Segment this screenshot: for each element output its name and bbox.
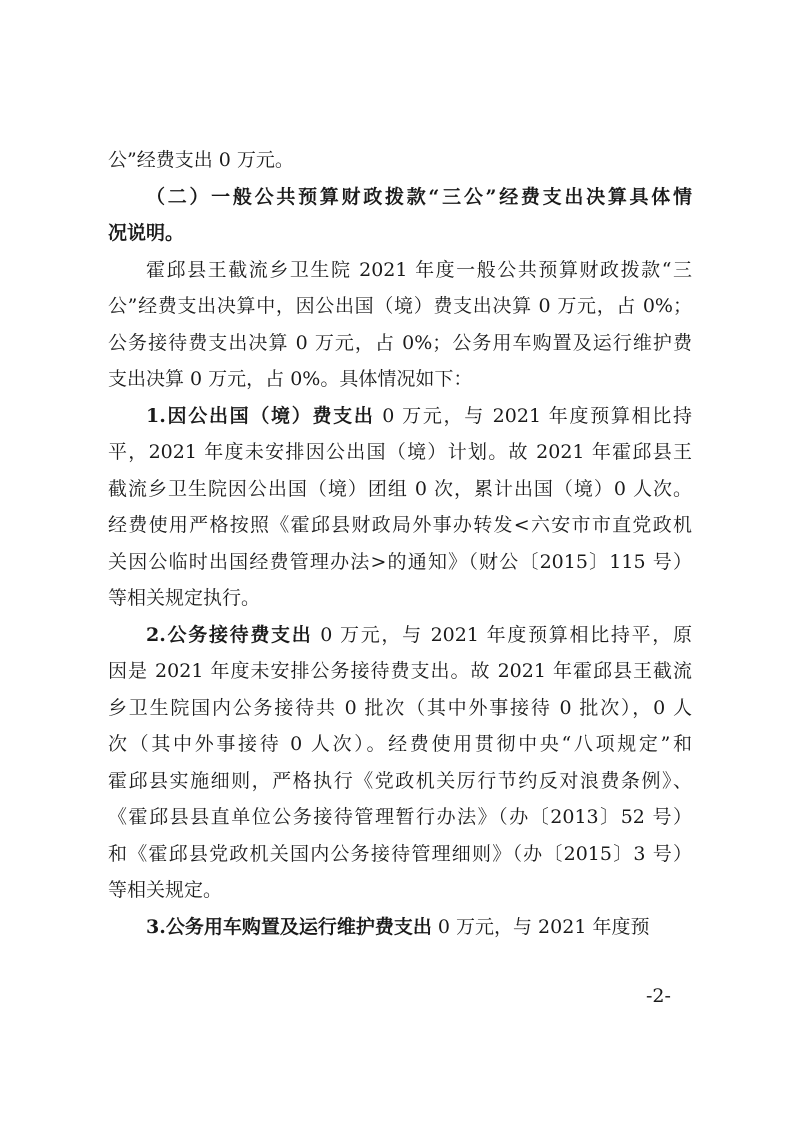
paragraph-line: 《霍邱县县直单位公务接待管理暂行办法》（办〔2013〕52 号） bbox=[108, 806, 692, 828]
paragraph-line: 霍邱县王截流乡卫生院 2021 年度一般公共预算财政拨款“三 bbox=[146, 258, 692, 281]
paragraph-line: 乡卫生院国内公务接待共 0 批次（其中外事接待 0 批次），0 人 bbox=[108, 696, 692, 719]
item-1-first-line bbox=[108, 398, 692, 435]
paragraph-line: 关因公临时出国经费管理办法>的通知》（财公〔2015〕115 号） bbox=[108, 550, 692, 573]
paragraph-line: 平，2021 年度未安排因公出国（境）计划。故 2021 年霍邱县王 bbox=[108, 441, 692, 463]
paragraph-line: 支出决算 0 万元，占 0%。具体情况如下： bbox=[108, 368, 473, 390]
item-3-first-line bbox=[108, 909, 692, 946]
document-body bbox=[108, 142, 692, 945]
item-2-label: 2.公务接待费支出 bbox=[146, 623, 313, 646]
paragraph-line: 霍邱县实施细则，严格执行《党政机关厉行节约反对浪费条例》、 bbox=[108, 769, 692, 792]
section-heading-line: （二）一般公共预算财政拨款“三公”经费支出决算具体情 bbox=[146, 185, 692, 208]
paragraph-line: 等相关规定。 bbox=[108, 879, 223, 901]
item-3-label: 3.公务用车购置及运行维护费支出 bbox=[146, 915, 432, 938]
paragraph-line: 截流乡卫生院因公出国（境）团组 0 次，累计出国（境）0 人次。 bbox=[108, 477, 692, 500]
paragraph-line: 等相关规定执行。 bbox=[108, 587, 261, 609]
paragraph-line: 公”经费支出决算中，因公出国（境）费支出决算 0 万元，占 0%； bbox=[108, 295, 692, 317]
paragraph-line: 次（其中外事接待 0 人次）。经费使用贯彻中央“八项规定”和 bbox=[108, 733, 692, 755]
item-2-first-line bbox=[108, 617, 692, 654]
paragraph-line: 经费使用严格按照《霍邱县财政局外事办转发<六安市市直党政机 bbox=[108, 514, 692, 536]
paragraph-line: 和《霍邱县党政机关国内公务接待管理细则》（办〔2015〕3 号） bbox=[108, 842, 692, 865]
item-1-label: 1.因公出国（境）费支出 bbox=[146, 404, 375, 427]
paragraph-line: 公务接待费支出决算 0 万元，占 0%；公务用车购置及运行维护费 bbox=[108, 331, 692, 354]
item-3-text: 0 万元，与 2021 年度预 bbox=[431, 915, 650, 938]
item-1-text: 0 万元，与 2021 年度预算相比持 bbox=[374, 404, 692, 427]
paragraph-line: 因是 2021 年度未安排公务接待费支出。故 2021 年霍邱县王截流 bbox=[108, 660, 692, 682]
paragraph-line: 公”经费支出 0 万元。 bbox=[108, 149, 294, 171]
section-heading-line: 况说明。 bbox=[108, 222, 185, 244]
item-2-text: 0 万元，与 2021 年度预算相比持平，原 bbox=[312, 623, 692, 646]
page-number: -2- bbox=[646, 985, 671, 1007]
